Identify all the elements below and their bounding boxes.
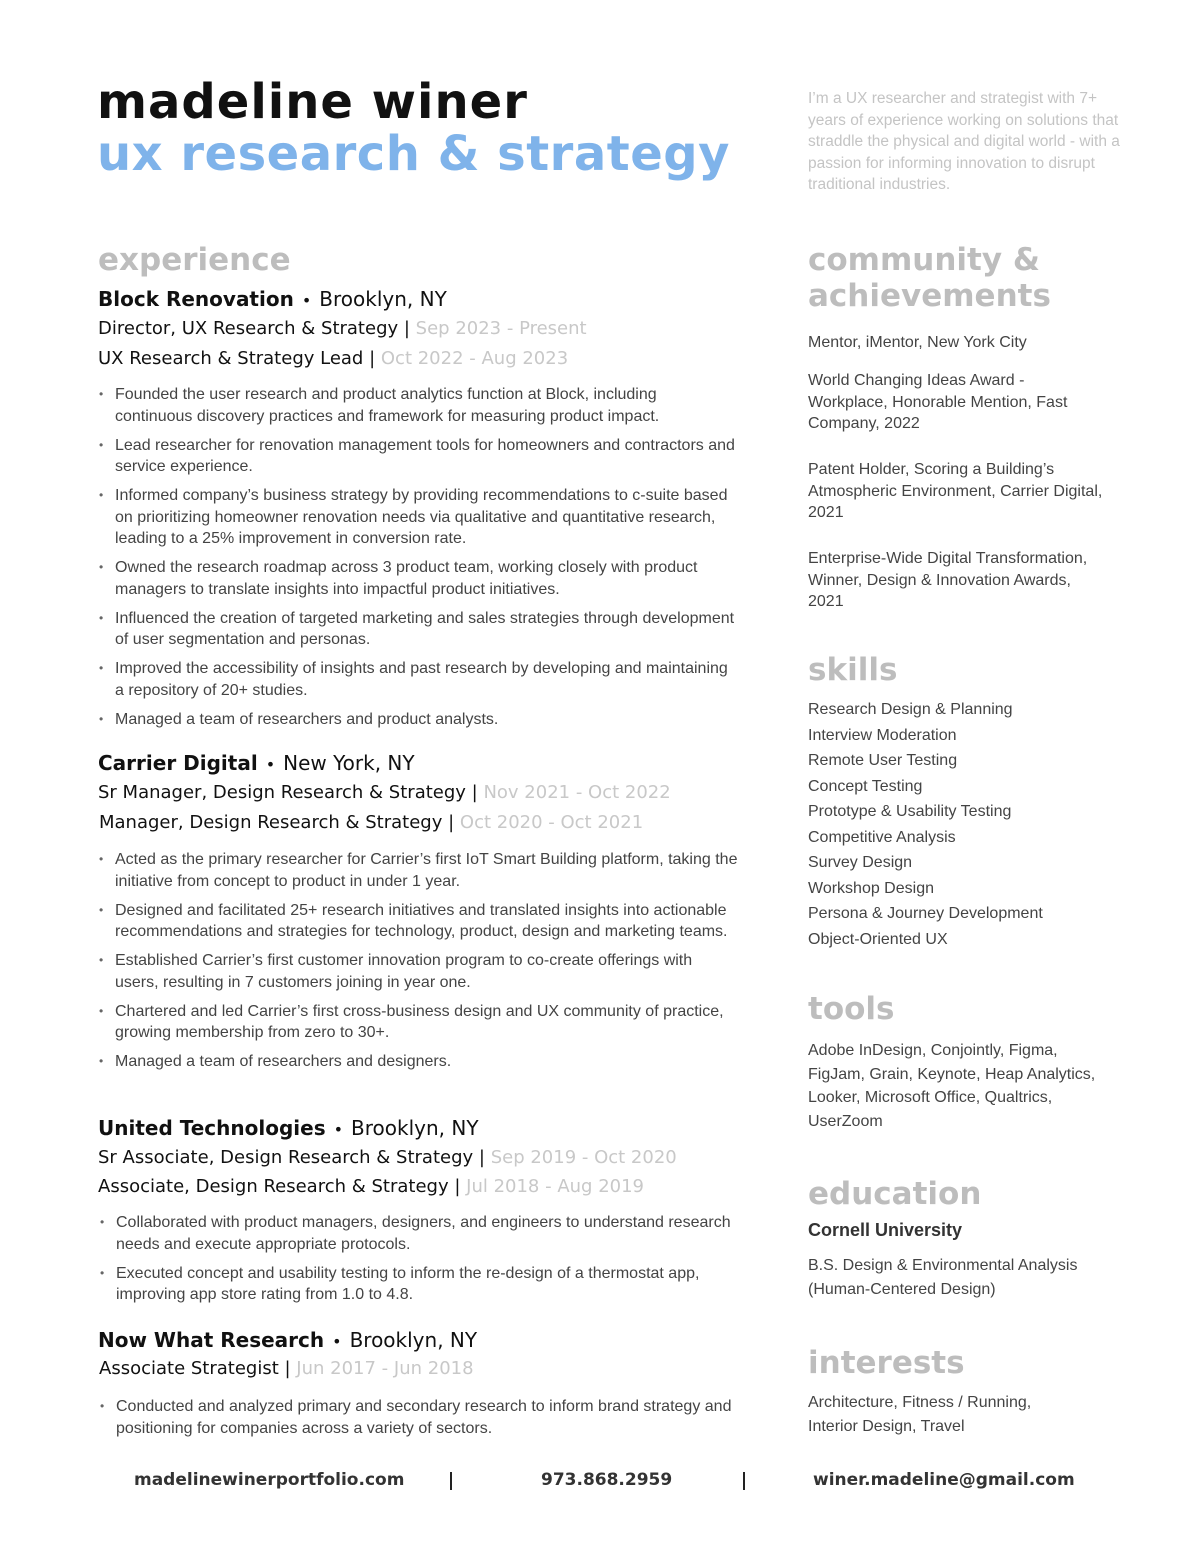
bullet-item: • Established Carrier’s first customer innovation program to co-create offerings with users, resulting in 7 customers joining in year one. — [98, 950, 738, 993]
role-separator: | — [473, 1147, 491, 1168]
skill-item: Interview Moderation — [808, 726, 957, 744]
role-separator: | — [465, 782, 484, 803]
job-role — [99, 812, 643, 833]
footer-email[interactable]: winer.madeline@gmail.com — [813, 1470, 1075, 1490]
education-degree: B.S. Design & Environmental Analysis (Human-Centered Design) — [808, 1257, 1078, 1298]
skills-list — [808, 697, 1043, 952]
skill-item: Remote User Testing — [808, 752, 958, 769]
role-separator: | — [398, 318, 416, 339]
job-bullets — [99, 1396, 739, 1447]
bullet-item: • Collaborated with product managers, designers, and engineers to understand research needs and execute appropriate protocols. — [99, 1212, 739, 1255]
role-title: Associate, Design Research & Strategy — [98, 1176, 449, 1197]
title-heading: ux research & strategy — [97, 126, 730, 182]
skill-item: Workshop Design — [808, 879, 934, 897]
bullet-item: • Acted as the primary researcher for Carrier’s first IoT Smart Building platform, taking the initiative from concept to product in under 1 year. — [98, 849, 738, 892]
bullet-item: • Conducted and analyzed primary and secondary research to inform brand strategy and positioning for companies across a variety of sectors. — [99, 1396, 739, 1439]
role-separator: | — [448, 1176, 467, 1197]
job-bullets — [98, 849, 738, 1080]
role-dates: Sep 2023 - Present — [415, 318, 587, 339]
bullet-item: • Executed concept and usability testing to inform the re-design of a thermostat app, improving app store rating from 1.0 to 4.8. — [99, 1263, 739, 1306]
company-location: New York, NY — [283, 751, 415, 775]
company-name: Carrier Digital — [98, 751, 258, 775]
role-separator: | — [363, 348, 381, 369]
tools-heading: tools — [808, 991, 895, 1027]
role-title: Director, UX Research & Strategy — [98, 318, 399, 339]
company-name: United Technologies — [98, 1116, 326, 1140]
community-heading-line: achievements — [808, 278, 1051, 314]
bullet-item: • Improved the accessibility of insights and past research by developing and maintaining a repository of 20+ studies. — [98, 658, 738, 701]
separator-dot: • — [333, 1120, 344, 1139]
bullet-item: • Founded the user research and product analytics function at Block, including continuous discovery practices and framework for measuring product impact. — [98, 384, 738, 427]
job-role — [98, 782, 671, 803]
job-header — [98, 1116, 479, 1140]
separator-dot: • — [332, 1332, 342, 1351]
bullet-item: • Owned the research roadmap across 3 product team, working closely with product managers to translate insights into impactful product initiatives. — [98, 557, 738, 600]
role-title: Sr Manager, Design Research & Strategy — [98, 782, 466, 803]
company-location: Brooklyn, NY — [319, 287, 447, 311]
skills-heading: skills — [808, 652, 898, 688]
bullet-item: • Managed a team of researchers and product analysts. — [98, 709, 738, 731]
intro-text: I’m a UX researcher and strategist with 7+ years of experience working on solutions that straddle the physical and digital world - with a passion for informing innovation to disrupt traditional industries. — [808, 90, 1120, 193]
role-title: UX Research & Strategy Lead — [98, 348, 364, 369]
job-bullets — [99, 1212, 739, 1313]
bullet-item: • Designed and facilitated 25+ research initiatives and translated insights into actionable recommendations and strategies for technology, product, design and marketing teams. — [98, 900, 738, 943]
company-location: Brooklyn, NY — [349, 1328, 478, 1352]
job-role — [98, 1176, 644, 1197]
education-school: Cornell University — [808, 1220, 963, 1240]
skill-item: Object-Oriented UX — [808, 930, 948, 948]
community-item: Patent Holder, Scoring a Building’s Atmospheric Environment, Carrier Digital, 2021 — [808, 461, 1103, 521]
footer-divider — [743, 1472, 745, 1490]
role-dates: Jul 2018 - Aug 2019 — [466, 1176, 645, 1197]
role-title: Manager, Design Research & Strategy — [99, 812, 443, 833]
experience-heading: experience — [98, 242, 291, 278]
footer-website[interactable]: madelinewinerportfolio.com — [134, 1470, 405, 1490]
education-heading: education — [808, 1176, 982, 1212]
skill-item: Research Design & Planning — [808, 701, 1013, 718]
bullet-item: • Managed a team of researchers and designers. — [98, 1051, 738, 1073]
job-role — [99, 1358, 474, 1379]
community-heading — [808, 242, 1051, 314]
footer-phone[interactable]: 973.868.2959 — [541, 1470, 673, 1490]
company-name: Now What Research — [98, 1328, 325, 1352]
separator-dot: • — [265, 755, 276, 774]
name-heading: madeline winer — [97, 74, 528, 130]
tools-text: Adobe InDesign, Conjointly, Figma, FigJam, Grain, Keynote, Heap Analytics, Looker, Microsoft Office, Qualtrics, UserZoom — [808, 1042, 1096, 1130]
bullet-item: • Influenced the creation of targeted marketing and sales strategies through development of user segmentation and personas. — [98, 608, 738, 651]
job-header — [98, 1328, 477, 1352]
interests-heading: interests — [808, 1345, 965, 1381]
role-dates: Oct 2022 - Aug 2023 — [380, 348, 569, 369]
community-item: World Changing Ideas Award - Workplace, Honorable Mention, Fast Company, 2022 — [808, 372, 1068, 432]
role-separator: | — [278, 1358, 297, 1379]
role-dates: Nov 2021 - Oct 2022 — [483, 782, 671, 803]
separator-dot: • — [301, 291, 312, 310]
skill-item: Competitive Analysis — [808, 828, 956, 846]
community-item: Enterprise-Wide Digital Transformation, Winner, Design & Innovation Awards, 2021 — [808, 550, 1088, 610]
skill-item: Concept Testing — [808, 777, 923, 795]
community-heading-line: community & — [808, 242, 1040, 278]
skill-item: Survey Design — [808, 854, 913, 871]
role-title: Associate Strategist — [99, 1358, 279, 1379]
role-dates: Jun 2017 - Jun 2018 — [296, 1358, 474, 1379]
job-role — [98, 348, 568, 369]
interests-text: Architecture, Fitness / Running, Interior Design, Travel — [808, 1394, 1032, 1435]
community-item: Mentor, iMentor, New York City — [808, 334, 1027, 351]
role-separator: | — [442, 812, 460, 833]
job-role — [98, 1147, 677, 1168]
skill-item: Persona & Journey Development — [808, 905, 1043, 922]
role-dates: Sep 2019 - Oct 2020 — [490, 1147, 677, 1168]
job-role — [98, 318, 587, 339]
footer-divider — [450, 1472, 452, 1490]
bullet-item: • Chartered and led Carrier’s first cross-business design and UX community of practice, growing membership from zero to 30+. — [98, 1001, 738, 1044]
skill-item: Prototype & Usability Testing — [808, 803, 1012, 820]
role-dates: Oct 2020 - Oct 2021 — [459, 812, 644, 833]
job-header — [98, 751, 415, 775]
role-title: Sr Associate, Design Research & Strategy — [98, 1147, 474, 1168]
bullet-item: • Informed company’s business strategy by providing recommendations to c-suite based on prioritizing homeowner renovation needs via qualitative and quantitative research, leading to a 25% improvement in conversion rate. — [98, 485, 738, 550]
company-name: Block Renovation — [98, 287, 294, 311]
job-bullets — [98, 384, 738, 738]
job-header — [98, 287, 447, 311]
bullet-item: • Lead researcher for renovation management tools for homeowners and contractors and service experience. — [98, 435, 738, 478]
company-location: Brooklyn, NY — [351, 1116, 479, 1140]
